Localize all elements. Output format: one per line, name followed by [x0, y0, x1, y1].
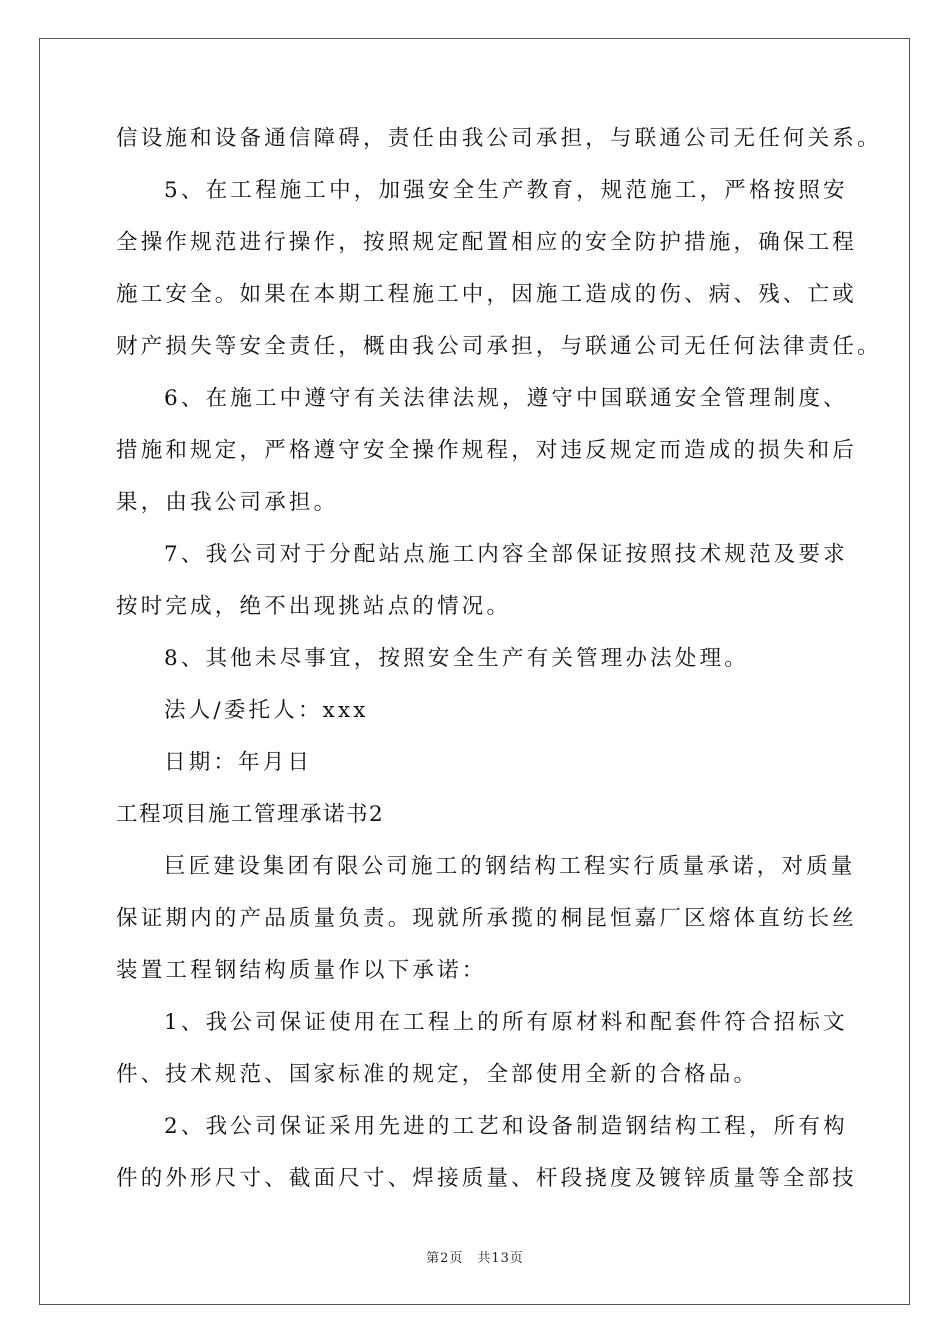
page-footer: [0, 1247, 950, 1266]
commitment-1-line-1: 1、我公司保证使用在工程上的所有原材料和配套件符合招标文: [164, 1010, 848, 1035]
signatory-line: 法人/委托人：xxx: [164, 698, 369, 723]
text-line: 措施和规定，严格遵守安全操作规程，对违反规定而造成的损失和后: [116, 438, 858, 463]
intro-paragraph-line-1: 巨匠建设集团有限公司施工的钢结构工程实行质量承诺，对质量: [164, 854, 856, 879]
paragraph-5-line-1: 5、在工程施工中，加强安全生产教育，规范施工，严格按照安: [164, 178, 848, 203]
commitment-2-line-1: 2、我公司保证采用先进的工艺和设备制造钢结构工程，所有构: [164, 1114, 848, 1139]
section-heading: 工程项目施工管理承诺书2: [116, 802, 385, 827]
paragraph-8-line-1: 8、其他未尽事宜，按照安全生产有关管理办法处理。: [164, 646, 749, 671]
text-line: 信设施和设备通信障碍，责任由我公司承担，与联通公司无任何关系。: [116, 126, 882, 151]
text-line: 果，由我公司承担。: [116, 490, 339, 515]
paragraph-7-line-1: 7、我公司对于分配站点施工内容全部保证按照技术规范及要求: [164, 542, 848, 567]
text-line: 全操作规范进行操作，按照规定配置相应的安全防护措施，确保工程: [116, 230, 858, 255]
text-line: 件、技术规范、国家标准的规定，全部使用全新的合格品。: [116, 1062, 759, 1087]
text-line: 保证期内的产品质量负责。现就所承揽的桐昆恒嘉厂区熔体直纺长丝: [116, 906, 858, 931]
page-number: 第2页: [426, 1251, 464, 1266]
text-line: 装置工程钢结构质量作以下承诺：: [116, 958, 487, 983]
text-line: 施工安全。如果在本期工程施工中，因施工造成的伤、病、残、亡或: [116, 282, 858, 307]
text-line: 按时完成，绝不出现挑站点的情况。: [116, 594, 512, 619]
date-line: 日期：年月日: [164, 750, 313, 775]
page-total: 共13页: [477, 1251, 524, 1266]
text-line: 财产损失等安全责任，概由我公司承担，与联通公司无任何法律责任。: [116, 334, 882, 359]
paragraph-6-line-1: 6、在施工中遵守有关法律法规，遵守中国联通安全管理制度、: [164, 386, 848, 411]
text-line: 件的外形尺寸、截面尺寸、焊接质量、杆段挠度及镀锌质量等全部技: [116, 1166, 858, 1191]
